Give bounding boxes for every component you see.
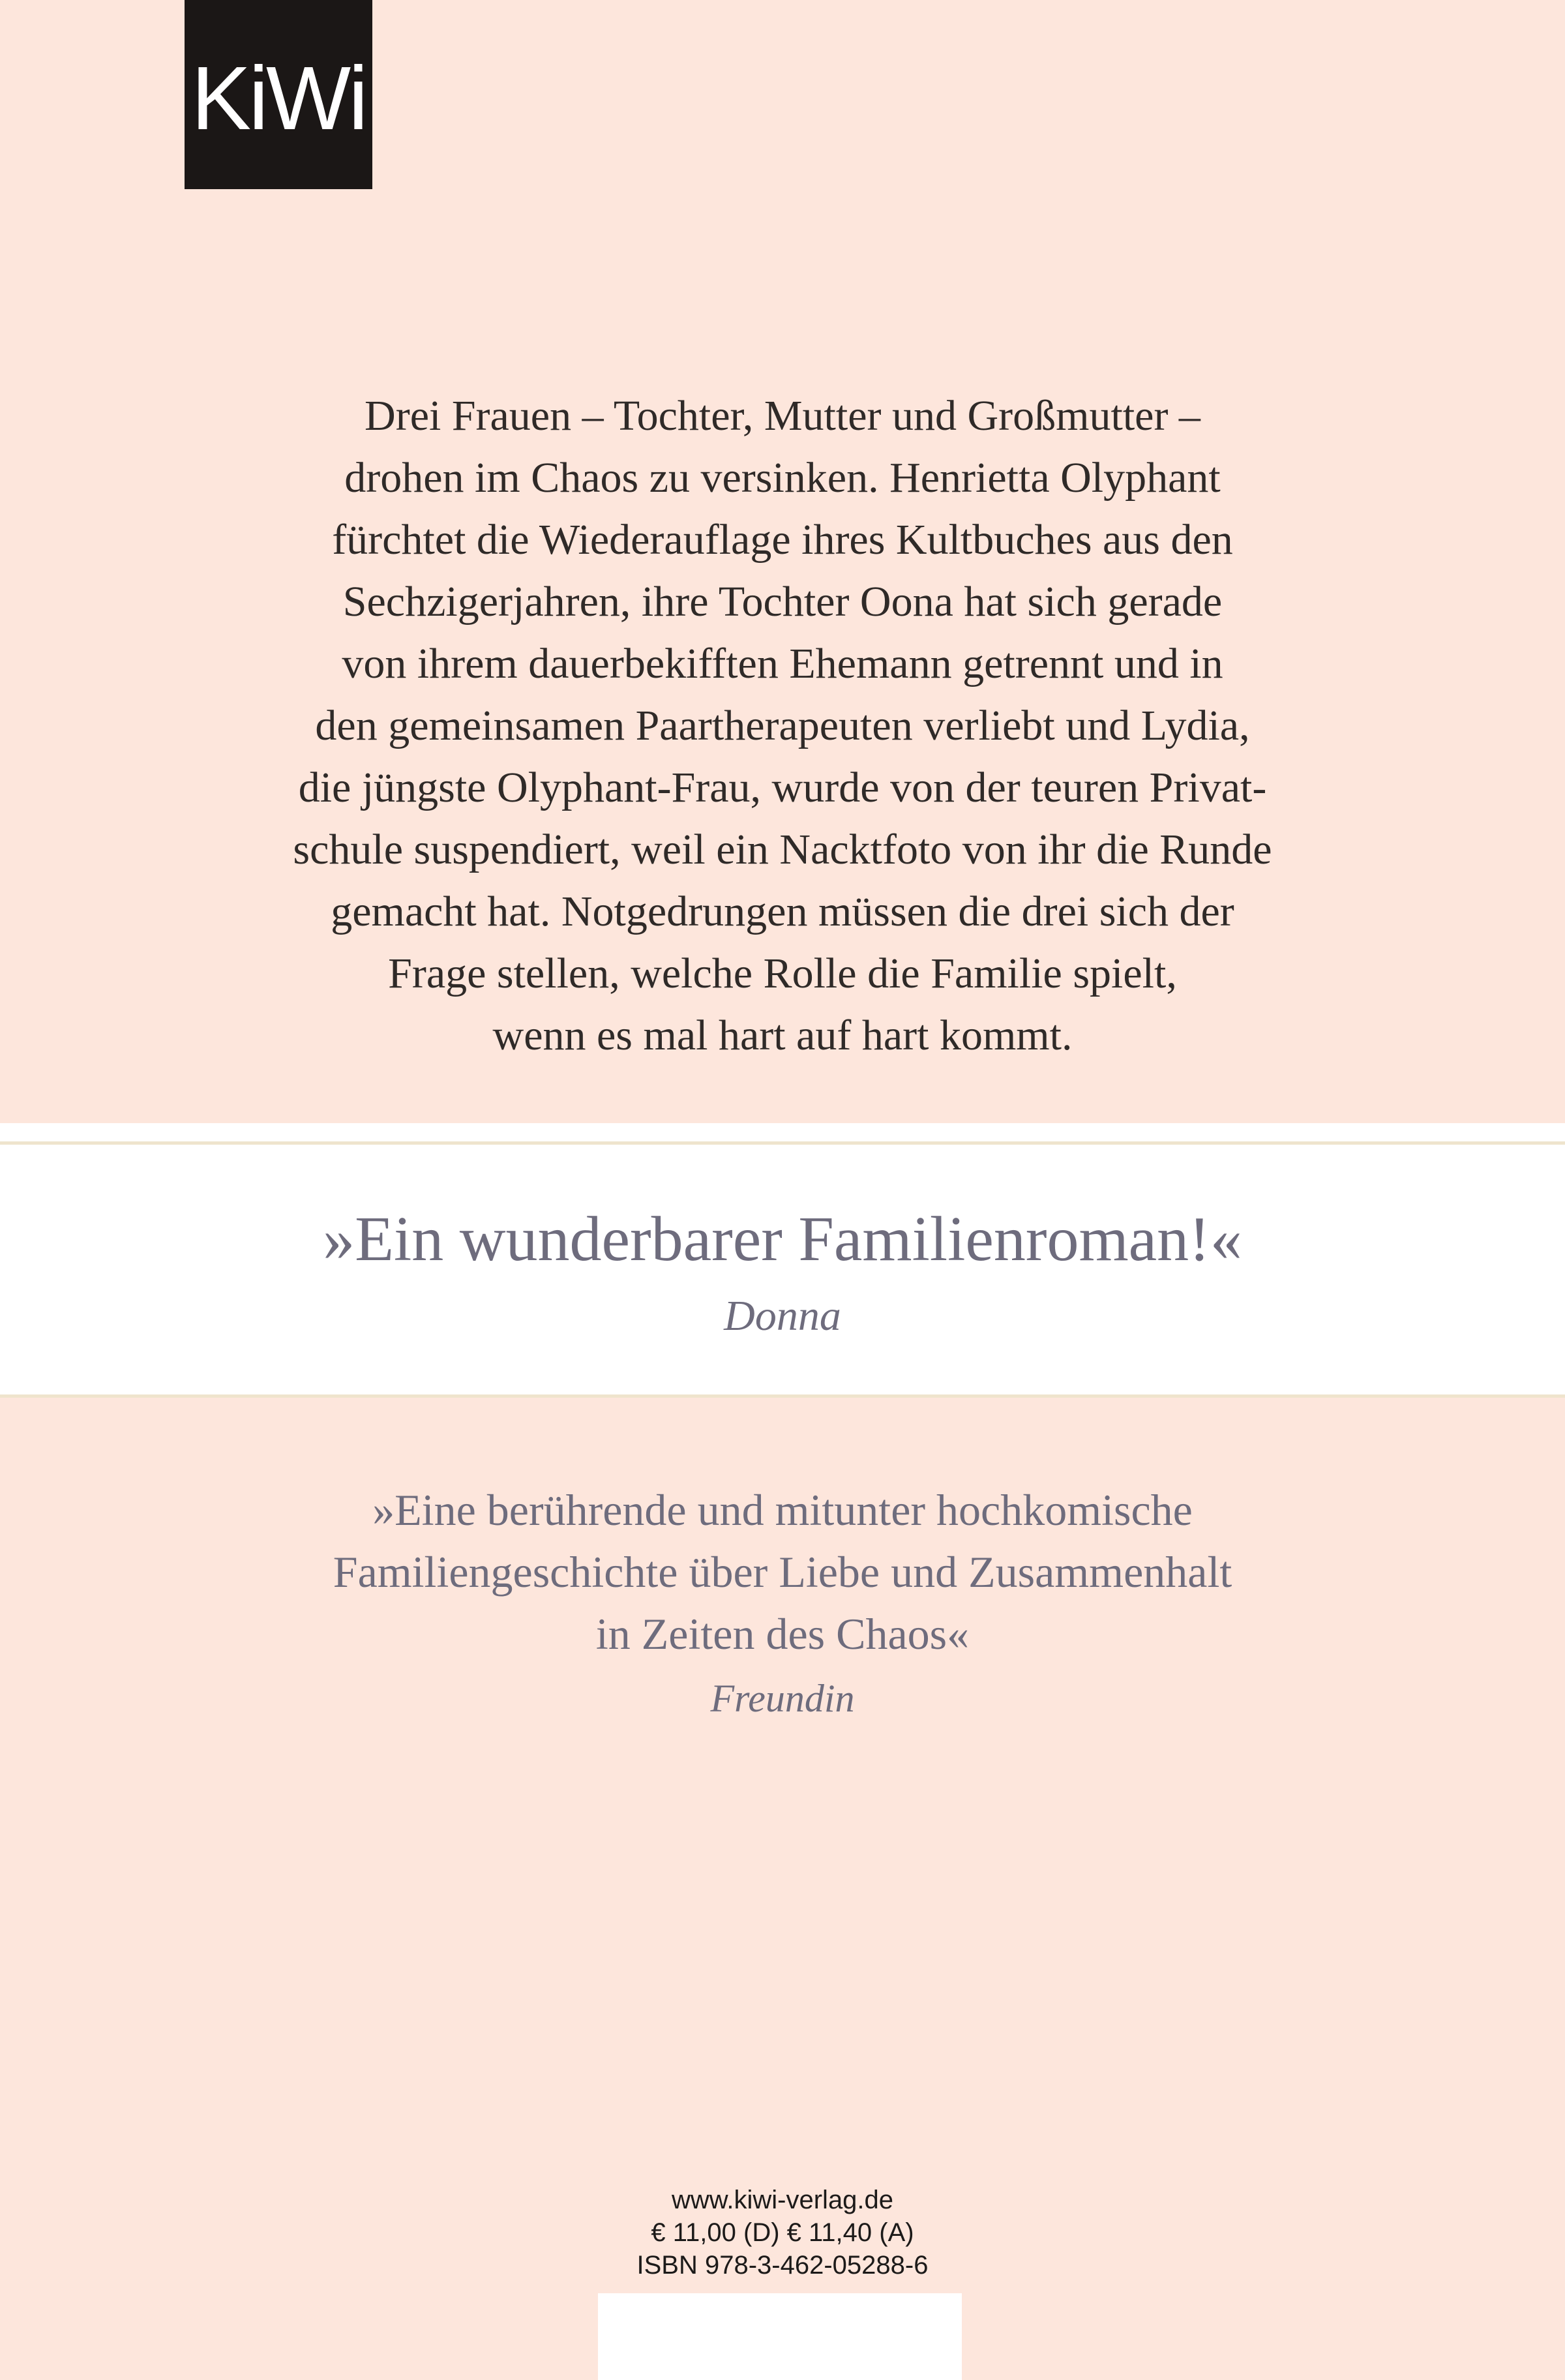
blurb-line: Sechzigerjahren, ihre Tochter Oona hat sich gerade [342, 578, 1223, 625]
imprint-block [587, 2184, 978, 2282]
review-quote-line: Familiengeschichte über Liebe und Zusammenhalt [333, 1547, 1232, 1597]
price-info: € 11,00 (D) € 11,40 (A) [651, 2218, 914, 2247]
blurb-line: drohen im Chaos zu versinken. Henrietta Olyphant [344, 454, 1221, 502]
barcode-area [598, 2293, 962, 2380]
isbn-number: ISBN 978-3-462-05288-6 [636, 2251, 929, 2280]
review-quote-2 [196, 1479, 1369, 1665]
blurb-line: die jüngste Olyphant-Frau, wurde von der teuren Privat- [298, 764, 1267, 811]
blurb-line: den gemeinsamen Paartherapeuten verliebt und Lydia, [315, 702, 1250, 749]
band-bottom-rule [0, 1394, 1565, 1398]
publisher-logo-text: KiWi [191, 48, 366, 149]
review-source-2: Freundin [710, 1677, 855, 1720]
publisher-logo [185, 0, 372, 189]
review-quote-line: in Zeiten des Chaos« [595, 1609, 970, 1659]
review-quote-line: »Eine berührende und mitunter hochkomische [372, 1485, 1193, 1535]
publisher-website: www.kiwi-verlag.de [671, 2186, 894, 2214]
blurb-line: schule suspendiert, weil ein Nacktfoto von ihr die Runde [293, 826, 1272, 873]
blurb-line: Frage stellen, welche Rolle die Familie spielt, [388, 950, 1177, 997]
blurb-text [196, 385, 1369, 1066]
blurb-line: von ihrem dauerbekifften Ehemann getrennt und in [342, 640, 1223, 687]
blurb-line: fürchtet die Wiederauflage ihres Kultbuches aus den [332, 516, 1233, 564]
blurb-line: wenn es mal hart auf hart kommt. [492, 1012, 1073, 1059]
review-quote-1: »Ein wunderbarer Familienroman!« [323, 1204, 1242, 1274]
review-source-1: Donna [724, 1292, 841, 1340]
blurb-line: Drei Frauen – Tochter, Mutter und Großmutter – [365, 392, 1200, 440]
blurb-line: gemacht hat. Notgedrungen müssen die drei sich der [331, 888, 1234, 935]
band-top-rule [0, 1141, 1565, 1145]
